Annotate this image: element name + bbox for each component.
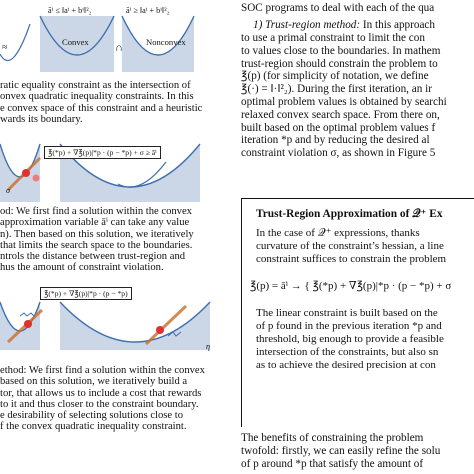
caption-fig-c: ethod: We first find a solution within the convex based on this solution, we iteratively build a tor, that allows us to include a cost that rewards to it and thus closer to the constraint boundary. e desirability of selecting solutions close to f the convex quadratic inequality constraint. <box>0 365 205 433</box>
box-title: Trust-Region Approximation of 𝒬⁺ Ex <box>256 208 443 220</box>
fig-a-surfaces <box>0 14 228 74</box>
fig-b-constraint-equation: ℥(*p) + ∇℥(p)|*p · (p − *p) + σ ≥ āⁱ <box>44 146 161 159</box>
intro-line: SOC programs to deal with each of the qua <box>241 2 435 14</box>
box-intro: In the case of 𝒬⁺ expressions, thanks curvature of the constraint’s hessian, a line constraint suffices to constrain the problem <box>256 227 447 265</box>
point-solution <box>22 169 30 177</box>
intersection-symbol: ∩ <box>115 42 123 54</box>
right-column <box>231 0 474 474</box>
trust-region-heading-line: 1) Trust-region method: In this approach <box>253 19 435 31</box>
label-nonconvex: Nonconvex <box>146 37 186 47</box>
trust-region-paragraph: to use a primal constraint to limit the con to values close to the boundaries. In mathem trust-region should constrain the problem to ℥(p) (for simplicity of notation, we define ℥(·) = ‖·‖²₂). During the first iteration, an ir optimal problem values is obtained by searchi relaxed convex search space. From there on, built based on the optimal problem values f iteration *p and by reducing the desired al constraint violation σ, as shown in Figure 5 <box>241 32 447 160</box>
point-previous <box>33 175 40 182</box>
approx-symbol: ≈ <box>2 42 8 53</box>
box-explanation: The linear constraint is built based on the of p found in the previous iteration *p and threshold, big enough to provide a feasible intersection of the constraints, but also sn as to achieve the desired precision at con <box>256 307 444 371</box>
trust-region-box <box>241 198 474 427</box>
benefits-paragraph: The benefits of constraining the problem twofold: firstly, we can easily refine the solu of p around *p that satisfy the amount of <box>241 432 441 470</box>
fig-a-left-inequality: āⁱ ≤ ‖aⁱ + bⁱ‖²₂ <box>48 6 92 15</box>
label-convex: Convex <box>62 37 89 47</box>
fig-c-constraint-equation: ℥(*p) + ∇℥(p)|*p · (p − *p) <box>40 287 132 300</box>
box-equation: ℥(p) = āⁱ → { ℥(*p) + ∇℥(p)|*p · (p − *p) + σ <box>250 280 452 292</box>
caption-fig-a: ratic equality constraint as the intersection of onvex quadratic inequality constraints. In this e convex space of this constraint and a heuristic wards its boundary. <box>0 80 203 125</box>
left-column <box>0 0 228 474</box>
sigma-label: σ <box>6 186 11 195</box>
section-heading: 1) Trust-region method: <box>253 19 361 31</box>
fig-a-right-inequality: āⁱ ≥ ‖aⁱ + bⁱ‖²₂ <box>126 6 170 15</box>
eta-label: η <box>206 342 211 351</box>
caption-fig-b: od: We first find a solution within the convex approximation variable āⁱ can take any value n). Then based on this solution, we iteratively that limits the search space to the boundaries. ntrols the distance between trust-region and hus the amount of constraint violation. <box>0 206 194 274</box>
